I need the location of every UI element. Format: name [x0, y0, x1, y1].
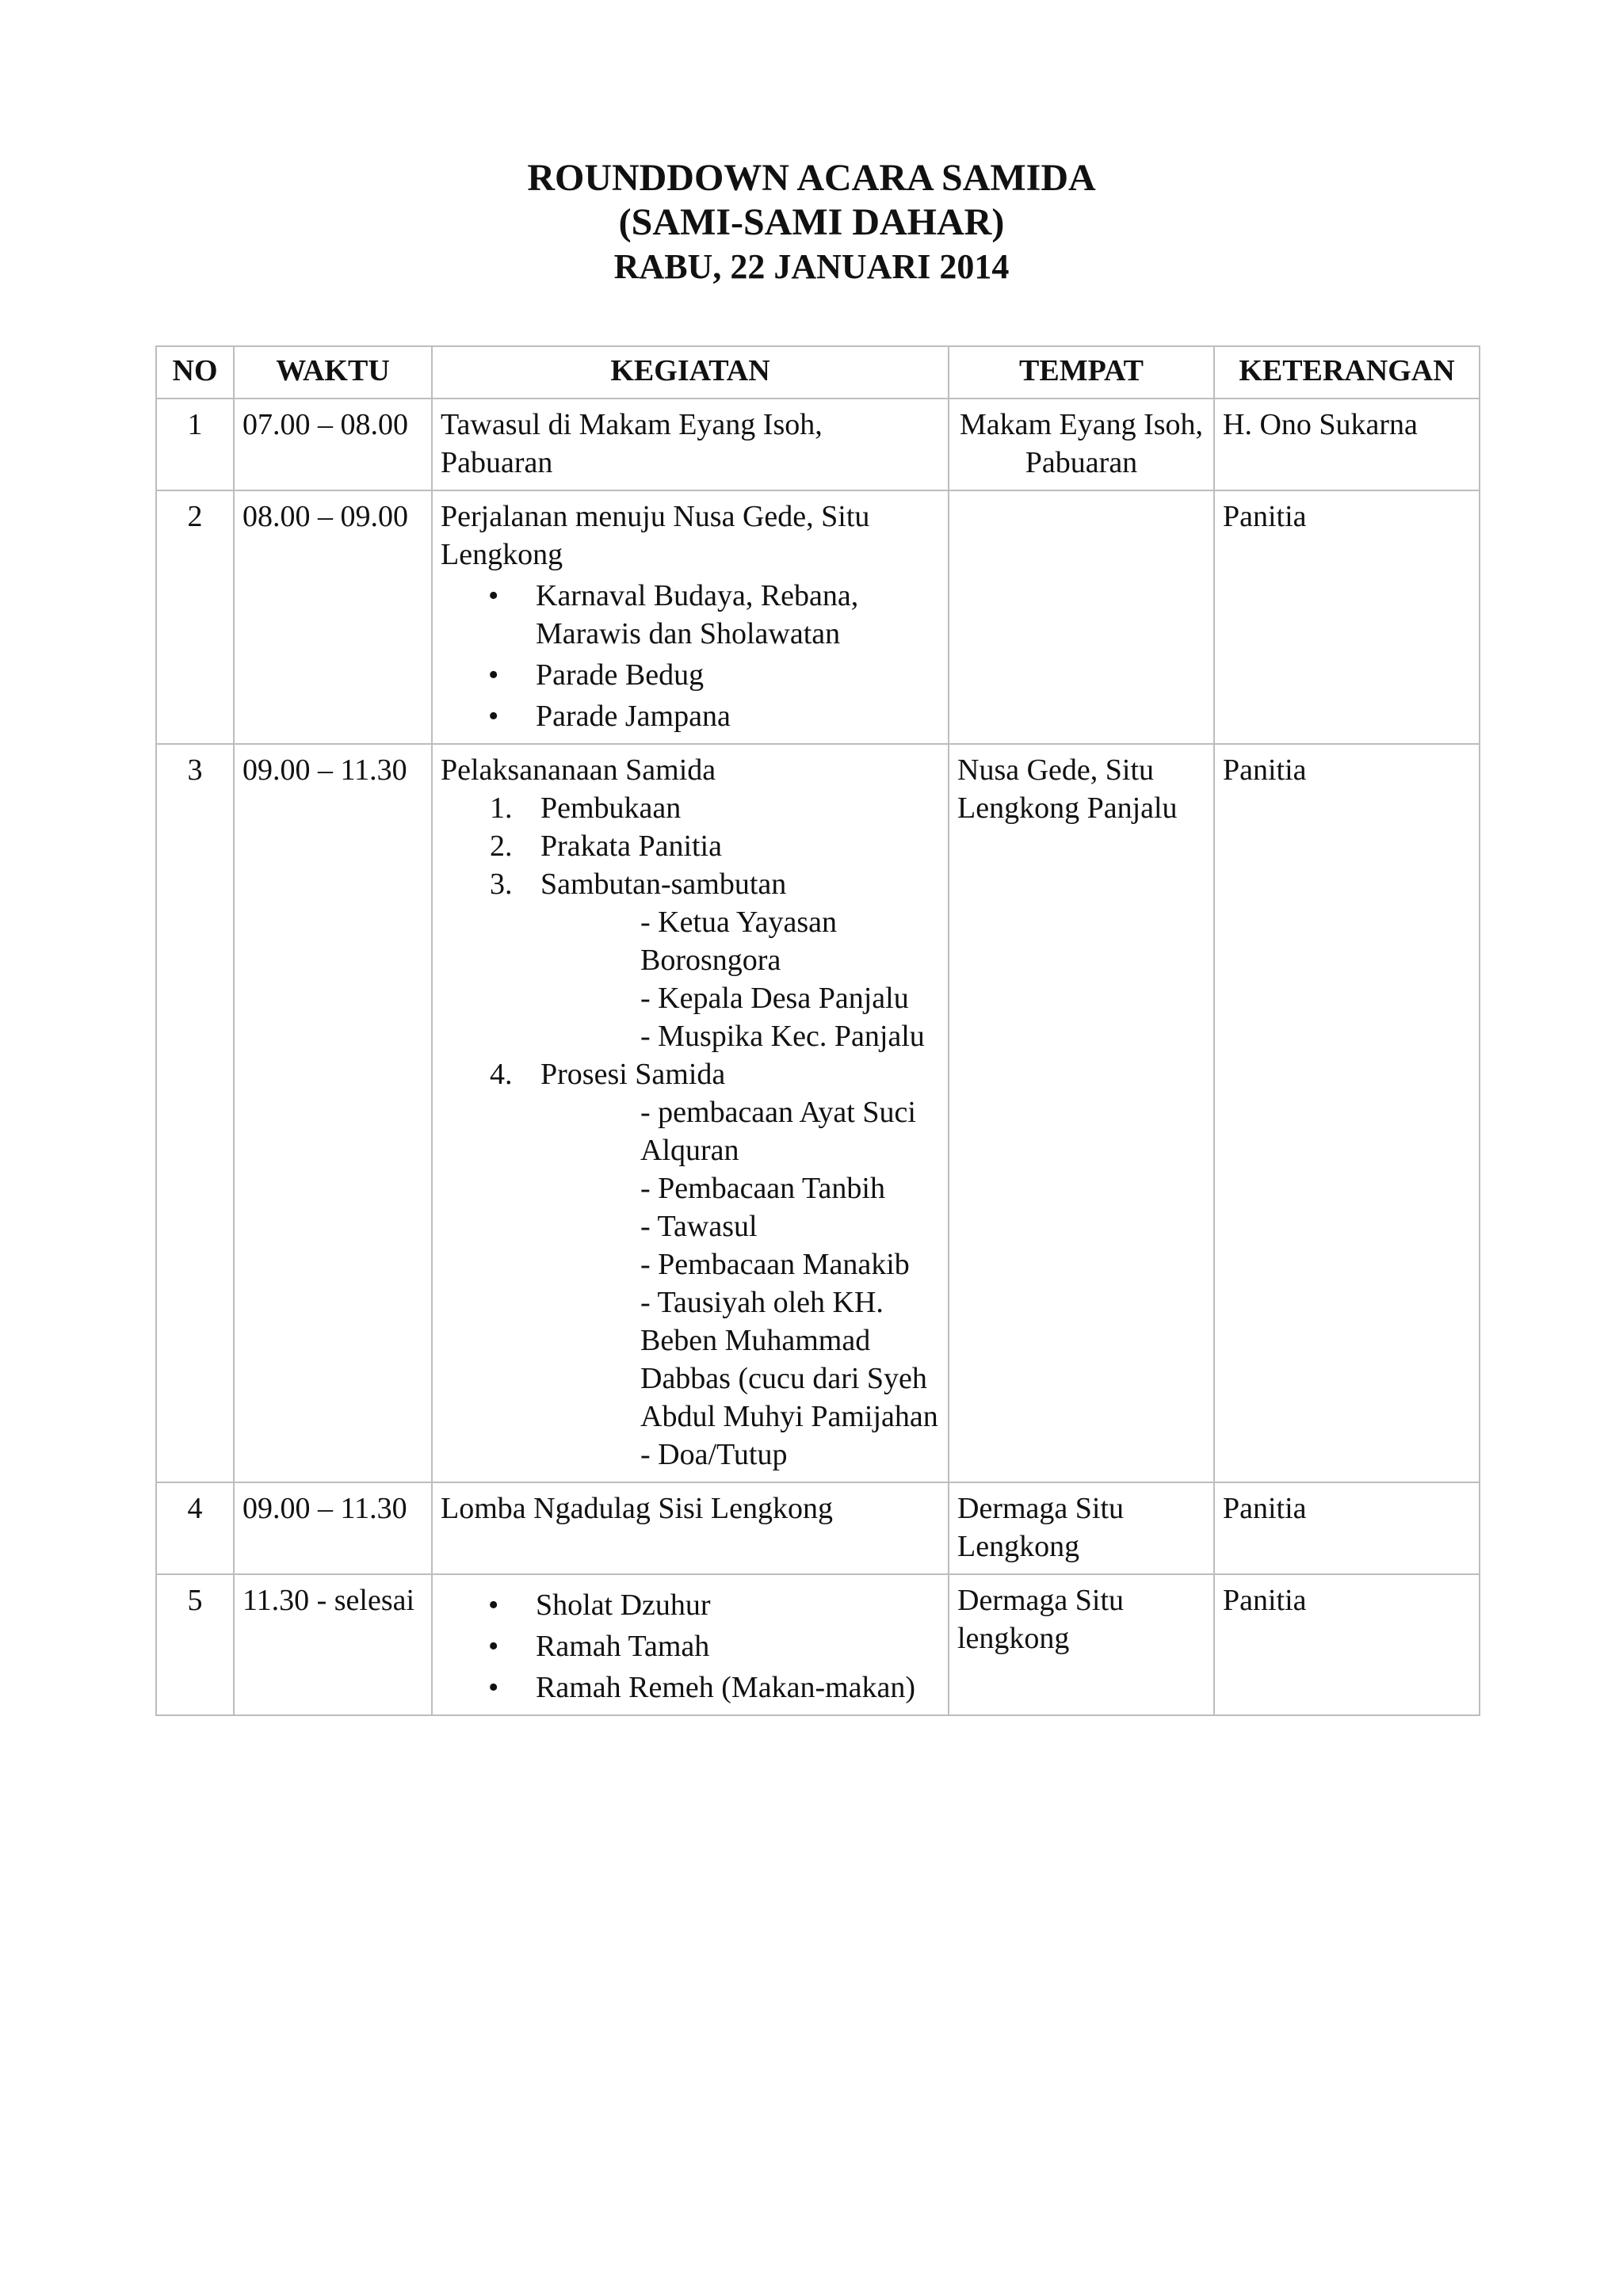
sub-item: - pembacaan Ayat Suci Alquran	[640, 1096, 916, 1167]
table-header-row	[156, 346, 1480, 399]
list-item: • Ramah Tamah	[441, 1627, 940, 1665]
numbered-list	[441, 789, 940, 1474]
cell-waktu: 09.00 – 11.30	[234, 744, 432, 1482]
cell-no: 2	[156, 490, 234, 744]
cell-keterangan: Panitia	[1214, 1482, 1480, 1574]
cell-no: 1	[156, 399, 234, 490]
cell-tempat: Nusa Gede, Situ Lengkong Panjalu	[949, 744, 1214, 1482]
rundown-table	[155, 345, 1480, 1716]
list-number: 3.	[490, 868, 513, 901]
sub-item: - Doa/Tutup	[640, 1438, 788, 1471]
list-text: Sambutan-sambutan	[540, 868, 787, 901]
header-no: NO	[156, 346, 234, 399]
sub-item: - Ketua Yayasan Borosngora	[640, 906, 838, 977]
cell-kegiatan	[432, 490, 949, 744]
activity-title: Pelaksananaan Samida	[441, 753, 716, 787]
list-item	[441, 827, 940, 865]
sub-item: - Pembacaan Manakib	[640, 1248, 910, 1281]
list-text: Pembukaan	[540, 791, 682, 825]
list-item	[441, 789, 940, 827]
cell-no: 4	[156, 1482, 234, 1574]
list-text: Prakata Panitia	[540, 830, 722, 863]
cell-kegiatan: Lomba Ngadulag Sisi Lengkong	[432, 1482, 949, 1574]
cell-tempat: Dermaga Situ lengkong	[949, 1574, 1214, 1715]
list-item	[441, 1055, 940, 1474]
document-title: ROUNDDOWN ACARA SAMIDA	[527, 157, 1096, 199]
bullet-list	[441, 1586, 940, 1707]
sub-item: - Pembacaan Tanbih	[640, 1172, 885, 1205]
list-item: • Karnaval Budaya, Rebana, Marawis dan Sholawatan	[441, 577, 940, 653]
list-item: • Parade Jampana	[441, 697, 940, 735]
cell-waktu: 09.00 – 11.30	[234, 1482, 432, 1574]
cell-tempat: Dermaga Situ Lengkong	[949, 1482, 1214, 1574]
table-row	[156, 1482, 1480, 1574]
bullet-list	[441, 577, 940, 735]
cell-no: 3	[156, 744, 234, 1482]
header-keterangan: KETERANGAN	[1214, 346, 1480, 399]
cell-keterangan: Panitia	[1214, 744, 1480, 1482]
sub-item: - Tawasul	[640, 1210, 758, 1243]
list-item: • Parade Bedug	[441, 656, 940, 694]
table-row	[156, 1574, 1480, 1715]
list-item: • Ramah Remeh (Makan-makan)	[441, 1669, 940, 1707]
cell-waktu: 07.00 – 08.00	[234, 399, 432, 490]
table-row	[156, 744, 1480, 1482]
document-subtitle: (SAMI-SAMI DAHAR)	[618, 200, 1005, 243]
cell-no: 5	[156, 1574, 234, 1715]
header-kegiatan: KEGIATAN	[432, 346, 949, 399]
document-date: RABU, 22 JANUARI 2014	[613, 247, 1010, 287]
list-number: 4.	[490, 1058, 513, 1091]
list-number: 1.	[490, 791, 513, 825]
list-number: 2.	[490, 830, 513, 863]
list-text: Prosesi Samida	[540, 1058, 726, 1091]
cell-kegiatan	[432, 1574, 949, 1715]
sub-list	[540, 1093, 940, 1474]
activity-title: Perjalanan menuju Nusa Gede, Situ Lengkong	[441, 500, 870, 571]
cell-tempat: Makam Eyang Isoh, Pabuaran	[949, 399, 1214, 490]
sub-item: - Tausiyah oleh KH. Beben Muhammad Dabbas (cucu dari Syeh Abdul Muhyi Pamijahan	[640, 1286, 938, 1433]
cell-waktu: 08.00 – 09.00	[234, 490, 432, 744]
sub-item: - Kepala Desa Panjalu	[640, 982, 909, 1015]
sub-list	[540, 903, 940, 1055]
cell-kegiatan: Tawasul di Makam Eyang Isoh, Pabuaran	[432, 399, 949, 490]
cell-waktu: 11.30 - selesai	[234, 1574, 432, 1715]
cell-keterangan: Panitia	[1214, 1574, 1480, 1715]
header-tempat: TEMPAT	[949, 346, 1214, 399]
cell-kegiatan	[432, 744, 949, 1482]
cell-keterangan: H. Ono Sukarna	[1214, 399, 1480, 490]
table-row	[156, 399, 1480, 490]
table-row	[156, 490, 1480, 744]
list-item: • Sholat Dzuhur	[441, 1586, 940, 1624]
cell-tempat	[949, 490, 1214, 744]
list-item	[441, 865, 940, 1055]
sub-item: - Muspika Kec. Panjalu	[640, 1020, 925, 1053]
document-heading	[0, 155, 1623, 288]
header-waktu: WAKTU	[234, 346, 432, 399]
cell-keterangan: Panitia	[1214, 490, 1480, 744]
